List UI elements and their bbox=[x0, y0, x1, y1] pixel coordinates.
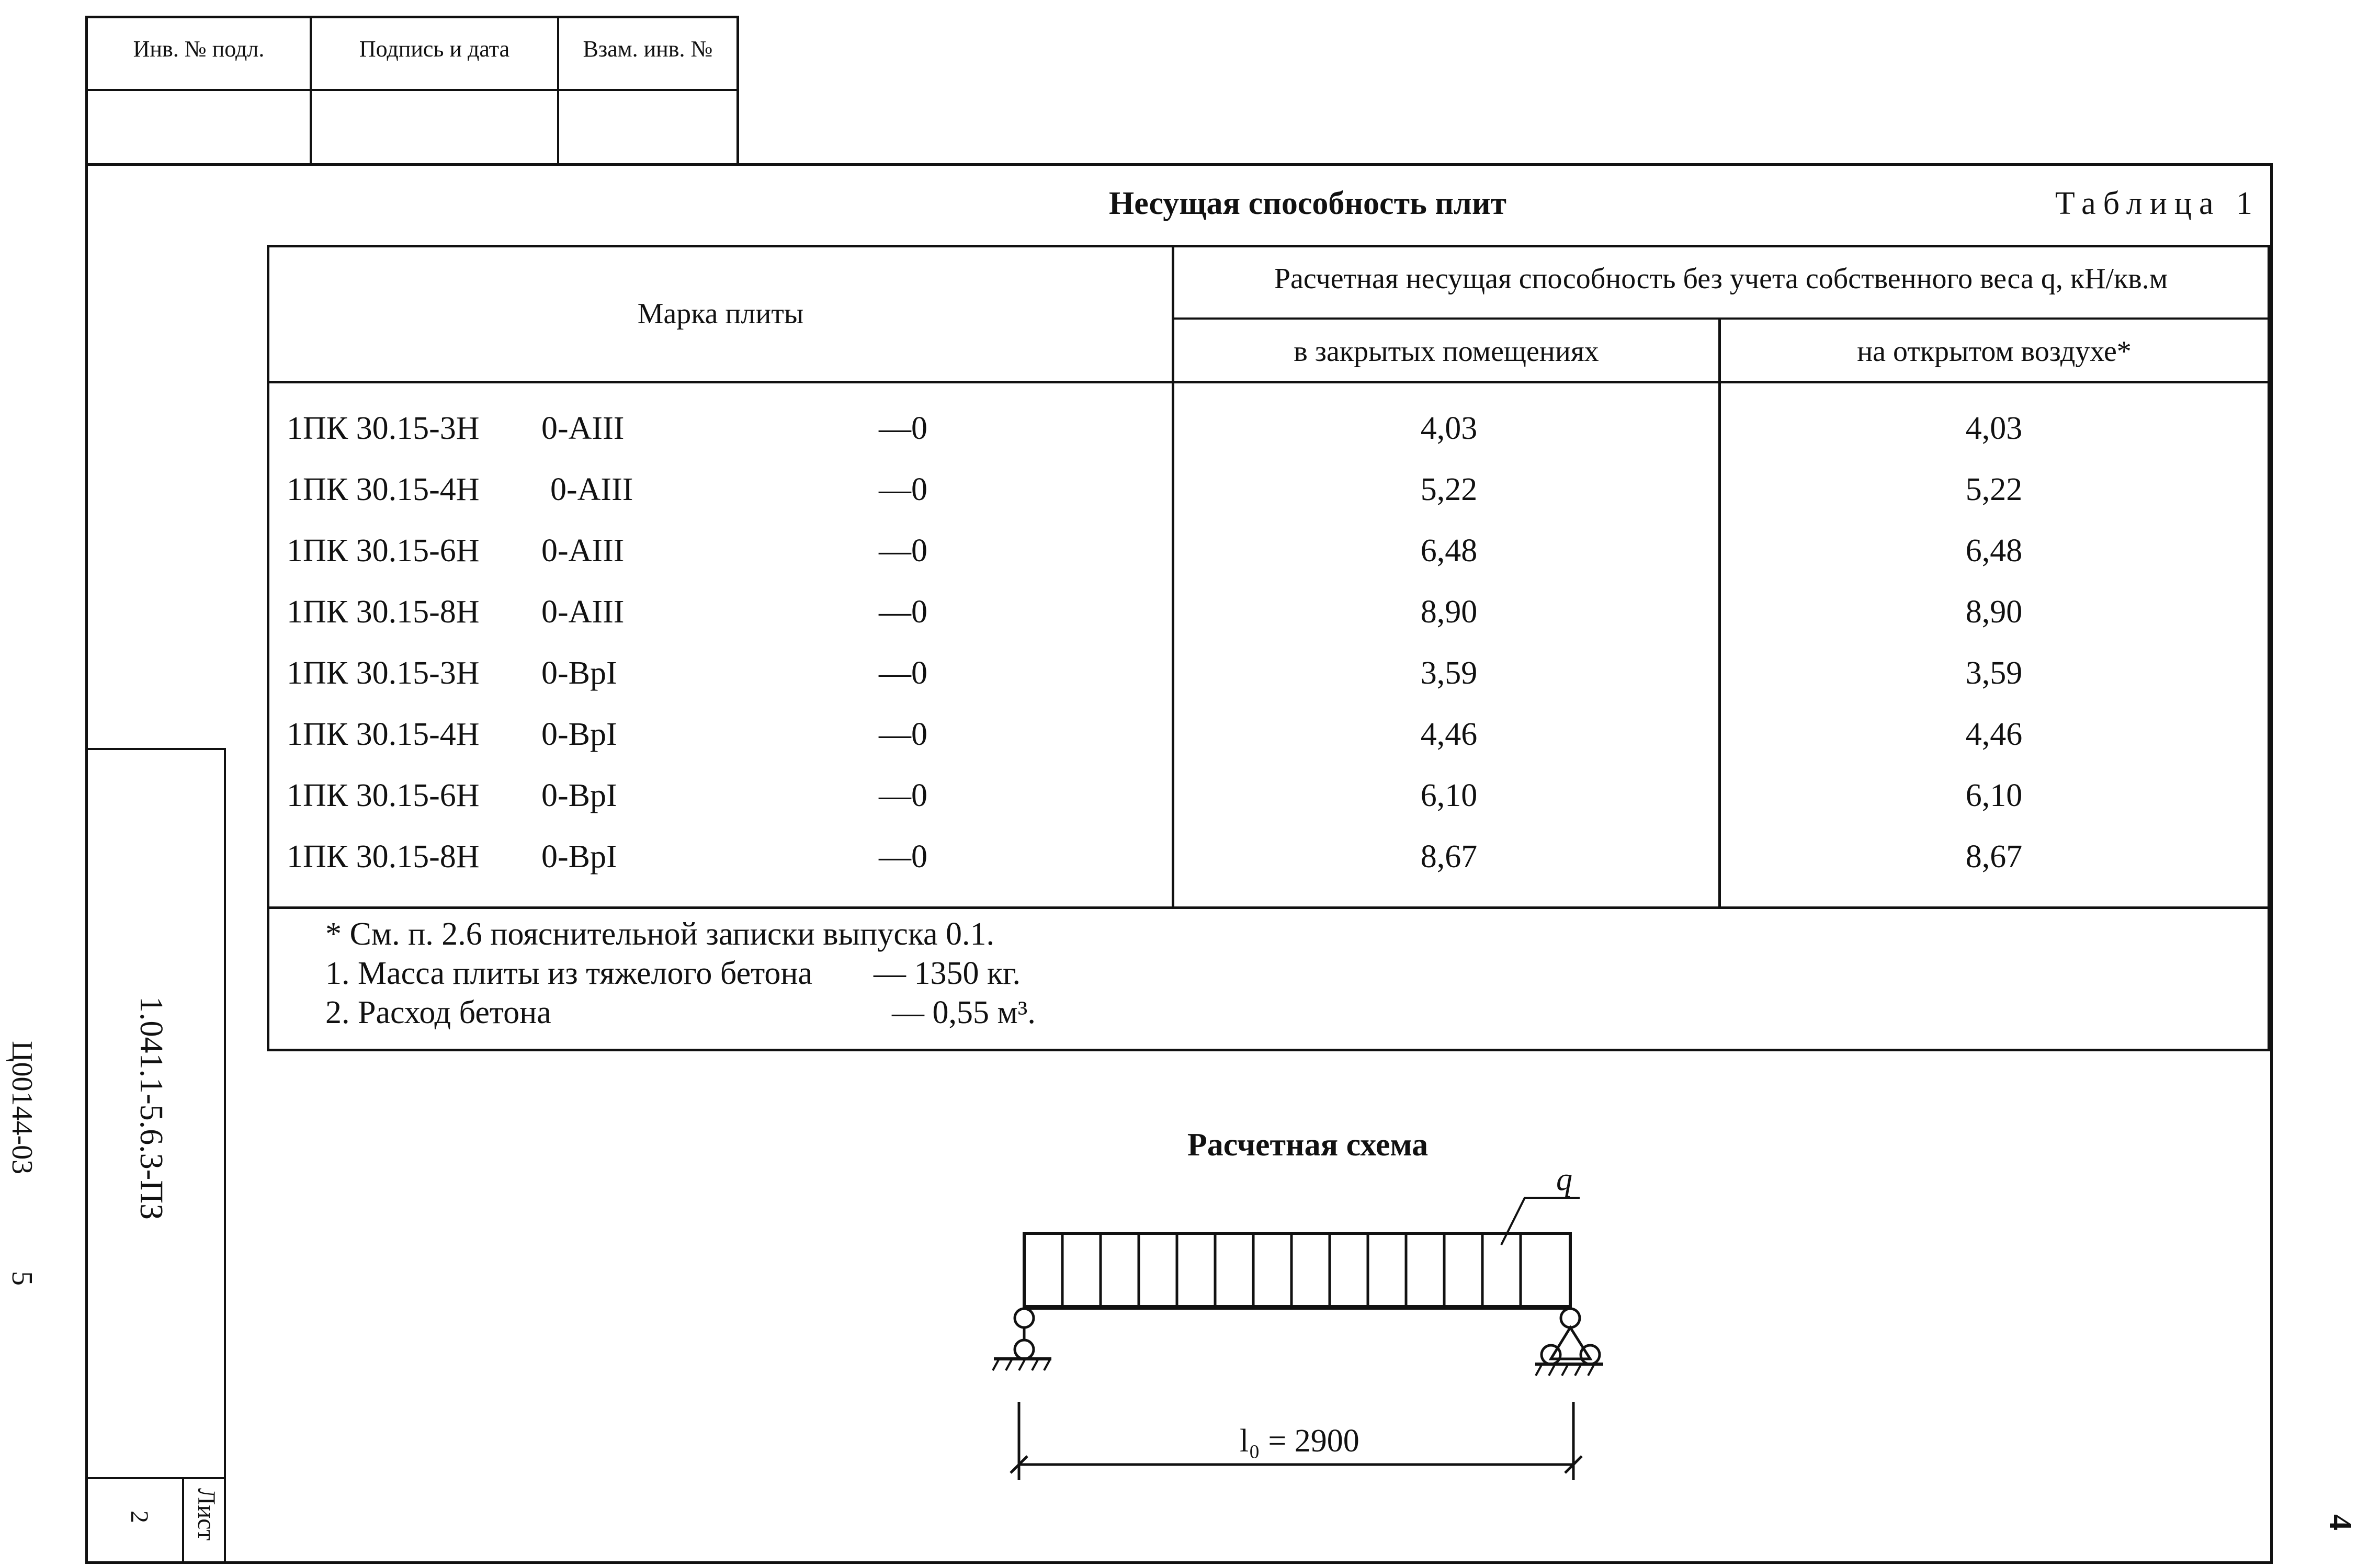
page-number: 4 bbox=[2322, 1514, 2358, 1530]
plate-mark: 1ПК 30.15-3Н bbox=[287, 655, 480, 691]
capacity-closed: 6,48 bbox=[1420, 533, 1478, 569]
reinforcement-class: 0-AIII bbox=[541, 411, 625, 446]
capacity-open: 4,46 bbox=[1965, 717, 2023, 752]
mark-suffix: —0 bbox=[879, 411, 927, 446]
document-code: 1.041.1-5.6.3-ПЗ bbox=[133, 996, 169, 1220]
capacity-open: 3,59 bbox=[1965, 655, 2023, 691]
mark-suffix: —0 bbox=[879, 655, 927, 691]
reinforcement-class: 0-BpI bbox=[541, 717, 617, 752]
stamp-replacement-label: Взам. инв. № bbox=[583, 36, 713, 62]
reinforcement-class: 0-AIII bbox=[550, 472, 633, 507]
left-pin-support bbox=[993, 1309, 1051, 1370]
reinforcement-class: 0-BpI bbox=[541, 655, 617, 691]
mark-suffix: —0 bbox=[879, 839, 927, 875]
reinforcement-class: 0-AIII bbox=[541, 533, 625, 569]
plate-mark: 1ПК 30.15-8Н bbox=[287, 594, 480, 630]
sheet-label: Лист bbox=[192, 1488, 220, 1541]
capacity-open: 4,03 bbox=[1965, 411, 2023, 446]
reinforcement-class: 0-BpI bbox=[541, 839, 617, 875]
capacity-open: 5,22 bbox=[1965, 472, 2023, 507]
note-reference: * См. п. 2.6 пояснительной записки выпуска 0.1. bbox=[325, 916, 995, 952]
right-fixed-support bbox=[1535, 1309, 1603, 1376]
header-open-air: на открытом воздухе* bbox=[1857, 335, 2132, 368]
table-title: Несущая способность плит bbox=[1108, 186, 1506, 221]
stamp-signature-label: Подпись и дата bbox=[359, 36, 510, 62]
note-mass-label: 1. Масса плиты из тяжелого бетона bbox=[325, 956, 813, 991]
capacity-open: 6,48 bbox=[1965, 533, 2023, 569]
note-concrete-value: — 0,55 м³. bbox=[892, 995, 1036, 1030]
plate-mark: 1ПК 30.15-6Н bbox=[287, 533, 480, 569]
capacity-closed: 8,90 bbox=[1420, 594, 1478, 630]
scheme-title: Расчетная схема bbox=[1187, 1127, 1429, 1163]
mark-suffix: —0 bbox=[879, 717, 927, 752]
note-concrete-label: 2. Расход бетона bbox=[325, 995, 551, 1030]
load-leader bbox=[1501, 1198, 1580, 1245]
reinforcement-class: 0-AIII bbox=[541, 594, 625, 630]
load-ticks bbox=[1062, 1233, 1521, 1307]
archive-code: Ц00144-03 bbox=[6, 1041, 38, 1175]
capacity-closed: 4,03 bbox=[1420, 411, 1478, 446]
sheet-number: 2 bbox=[126, 1511, 153, 1523]
capacity-closed: 5,22 bbox=[1420, 472, 1478, 507]
capacity-closed: 3,59 bbox=[1420, 655, 1478, 691]
reinforcement-class: 0-BpI bbox=[541, 778, 617, 813]
plate-mark: 1ПК 30.15-3Н bbox=[287, 411, 480, 446]
plate-mark: 1ПК 30.15-4Н bbox=[287, 472, 480, 507]
mark-suffix: —0 bbox=[879, 778, 927, 813]
header-design-capacity: Расчетная несущая способность без учета собственного веса q, кН/кв.м bbox=[1274, 263, 2168, 295]
capacity-closed: 6,10 bbox=[1420, 778, 1478, 813]
capacity-open: 6,10 bbox=[1965, 778, 2023, 813]
plate-mark: 1ПК 30.15-8Н bbox=[287, 839, 480, 875]
load-label: q bbox=[1556, 1162, 1572, 1197]
mark-suffix: —0 bbox=[879, 472, 927, 507]
capacity-closed: 8,67 bbox=[1420, 839, 1478, 875]
table-label: Таблица 1 bbox=[2055, 186, 2260, 221]
capacity-open: 8,67 bbox=[1965, 839, 2023, 875]
capacity-open: 8,90 bbox=[1965, 594, 2023, 630]
note-mass-value: — 1350 кг. bbox=[874, 956, 1021, 991]
header-plate-mark: Марка плиты bbox=[637, 298, 804, 330]
plate-mark: 1ПК 30.15-4Н bbox=[287, 717, 480, 752]
capacity-closed: 4,46 bbox=[1420, 717, 1478, 752]
mark-suffix: —0 bbox=[879, 533, 927, 569]
span-label: l₀ = 2900 bbox=[1240, 1423, 1359, 1459]
header-closed-rooms: в закрытых помещениях bbox=[1294, 335, 1599, 368]
mark-suffix: —0 bbox=[879, 594, 927, 630]
stamp-inventory-label: Инв. № подл. bbox=[133, 36, 265, 62]
distributed-load-block bbox=[1024, 1233, 1570, 1307]
archive-page: 5 bbox=[6, 1271, 38, 1286]
plate-mark: 1ПК 30.15-6Н bbox=[287, 778, 480, 813]
